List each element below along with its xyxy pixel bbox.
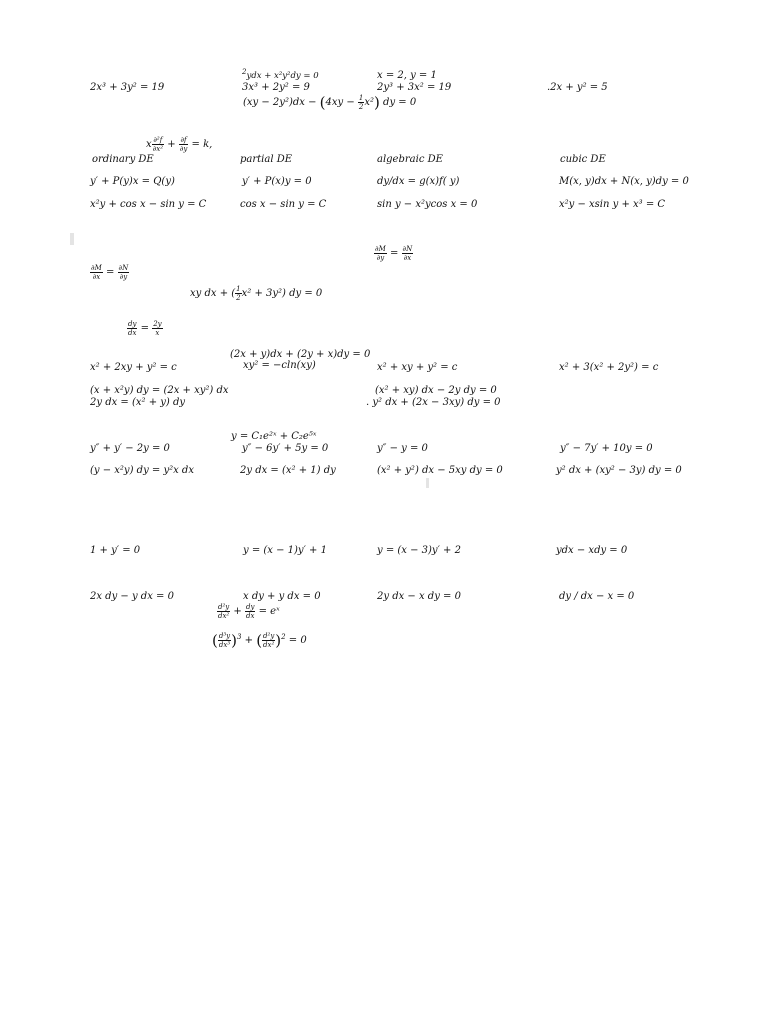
equation-l1: 1 + y′ = 0 <box>90 545 141 556</box>
equation-a5: (xy − 2y²)dx − (4xy − $\frac{1}{2}$ x²) dy = 0 <box>243 93 417 112</box>
equation-g1: x² + 2xy + y² = c <box>90 362 177 373</box>
equation-pde: x $\frac{\text{∂²f}}{\text{∂x²}}$ + $\frac{\partial f}{\partial y}$ = k, <box>146 136 213 153</box>
equation-c2: y′ + P(x)y = 0 <box>242 176 312 187</box>
equation-k4: y² dx + (xy² − 3y) dy = 0 <box>556 465 682 476</box>
equation-k3: (x² + y²) dx − 5xy dy = 0 <box>377 465 503 476</box>
equation-j2: y″ − 6y′ + 5y = 0 <box>242 443 329 454</box>
equation-c3: dy/dx = g(x)f( y) <box>377 176 460 187</box>
scan-mark <box>426 478 429 488</box>
equation-j1: y″ + y′ − 2y = 0 <box>90 443 170 454</box>
equation-i1: y = C₁e²ˣ + C₂e⁵ˣ <box>231 431 317 442</box>
equation-h4: . y² dx + (2x − 3xy) dy = 0 <box>366 397 501 408</box>
equation-g3: x² + 3(x² + 2y²) = c <box>559 362 659 373</box>
equation-n1: $\frac{\text{d²y}}{\text{dx²}}$ + $\frac{dy}{dx}$ = eˣ <box>218 603 280 620</box>
equation-c4: M(x, y)dx + N(x, y)dy = 0 <box>559 176 689 187</box>
equation-a4: .2x + y² = 5 <box>547 82 608 93</box>
equation-l2: y = (x − 1)y′ + 1 <box>243 545 327 556</box>
equation-d1: x²y + cos x − sin y = C <box>90 199 207 210</box>
equation-e1: xy dx + ( $\frac{1}{2}$ x² + 3y²) dy = 0 <box>190 285 323 302</box>
equation-d3: sin y − x²ycos x = 0 <box>377 199 478 210</box>
equation-j3: y″ − y = 0 <box>377 443 428 454</box>
equation-f2: xy² = −cln(xy) <box>243 360 316 371</box>
equation-a2a: $^2$ydx + x²y²dy = 0 <box>242 68 319 81</box>
equation-exact-a: $\frac{\partial M}{\partial x}$ = $\frac{\partial N}{\partial y}$ <box>91 264 129 281</box>
equation-h2: (x² + xy) dx − 2y dy = 0 <box>375 385 497 396</box>
equation-a3b: 2y³ + 3x² = 19 <box>377 82 452 93</box>
equation-c1: y′ + P(y)x = Q(y) <box>90 176 175 187</box>
equation-l4: ydx − xdy = 0 <box>556 545 628 556</box>
equation-h3: 2y dx = (x² + y) dy <box>90 397 186 408</box>
equation-o1: ( $\frac{\text{d³y}}{\text{dx³}}$ )$^3$ + ( $\frac{\text{d²y}}{\text{dx²}}$ )$^2$ = 0 <box>212 631 307 650</box>
equation-a1: 2x³ + 3y² = 19 <box>90 82 165 93</box>
label-ordinary-de: ordinary DE <box>92 154 154 165</box>
equation-m2: x dy + y dx = 0 <box>243 591 321 602</box>
equation-k1: (y − x²y) dy = y²x dx <box>90 465 194 476</box>
equation-l3: y = (x − 3)y′ + 2 <box>377 545 461 556</box>
equation-d2: cos x − sin y = C <box>240 199 327 210</box>
equation-m1: 2x dy − y dx = 0 <box>90 591 174 602</box>
equation-h1: (x + x²y) dy = (2x + xy²) dx <box>90 385 229 396</box>
scan-mark <box>70 233 74 245</box>
label-algebraic-de: algebraic DE <box>377 154 443 165</box>
equation-a3a: x = 2, y = 1 <box>377 70 437 81</box>
equation-j4: y″ − 7y′ + 10y = 0 <box>560 443 653 454</box>
equation-m4: dy / dx − x = 0 <box>559 591 635 602</box>
equation-dydx: $\frac{dy}{dx}$ = $\frac{2y}{x}$ <box>128 320 162 337</box>
equation-k2: 2y dx = (x² + 1) dy <box>240 465 336 476</box>
equation-d4: x²y − xsin y + x³ = C <box>559 199 666 210</box>
label-partial-de: partial DE <box>240 154 293 165</box>
equation-g2: x² + xy + y² = c <box>377 362 458 373</box>
equation-f1: (2x + y)dx + (2y + x)dy = 0 <box>230 349 371 360</box>
equation-m3: 2y dx − x dy = 0 <box>377 591 461 602</box>
equation-exact-b: $\frac{\partial M}{\partial y}$ = $\frac{\partial N}{\partial x}$ <box>375 245 413 262</box>
label-cubic-de: cubic DE <box>560 154 606 165</box>
equation-a2b: 3x³ + 2y² = 9 <box>242 82 310 93</box>
